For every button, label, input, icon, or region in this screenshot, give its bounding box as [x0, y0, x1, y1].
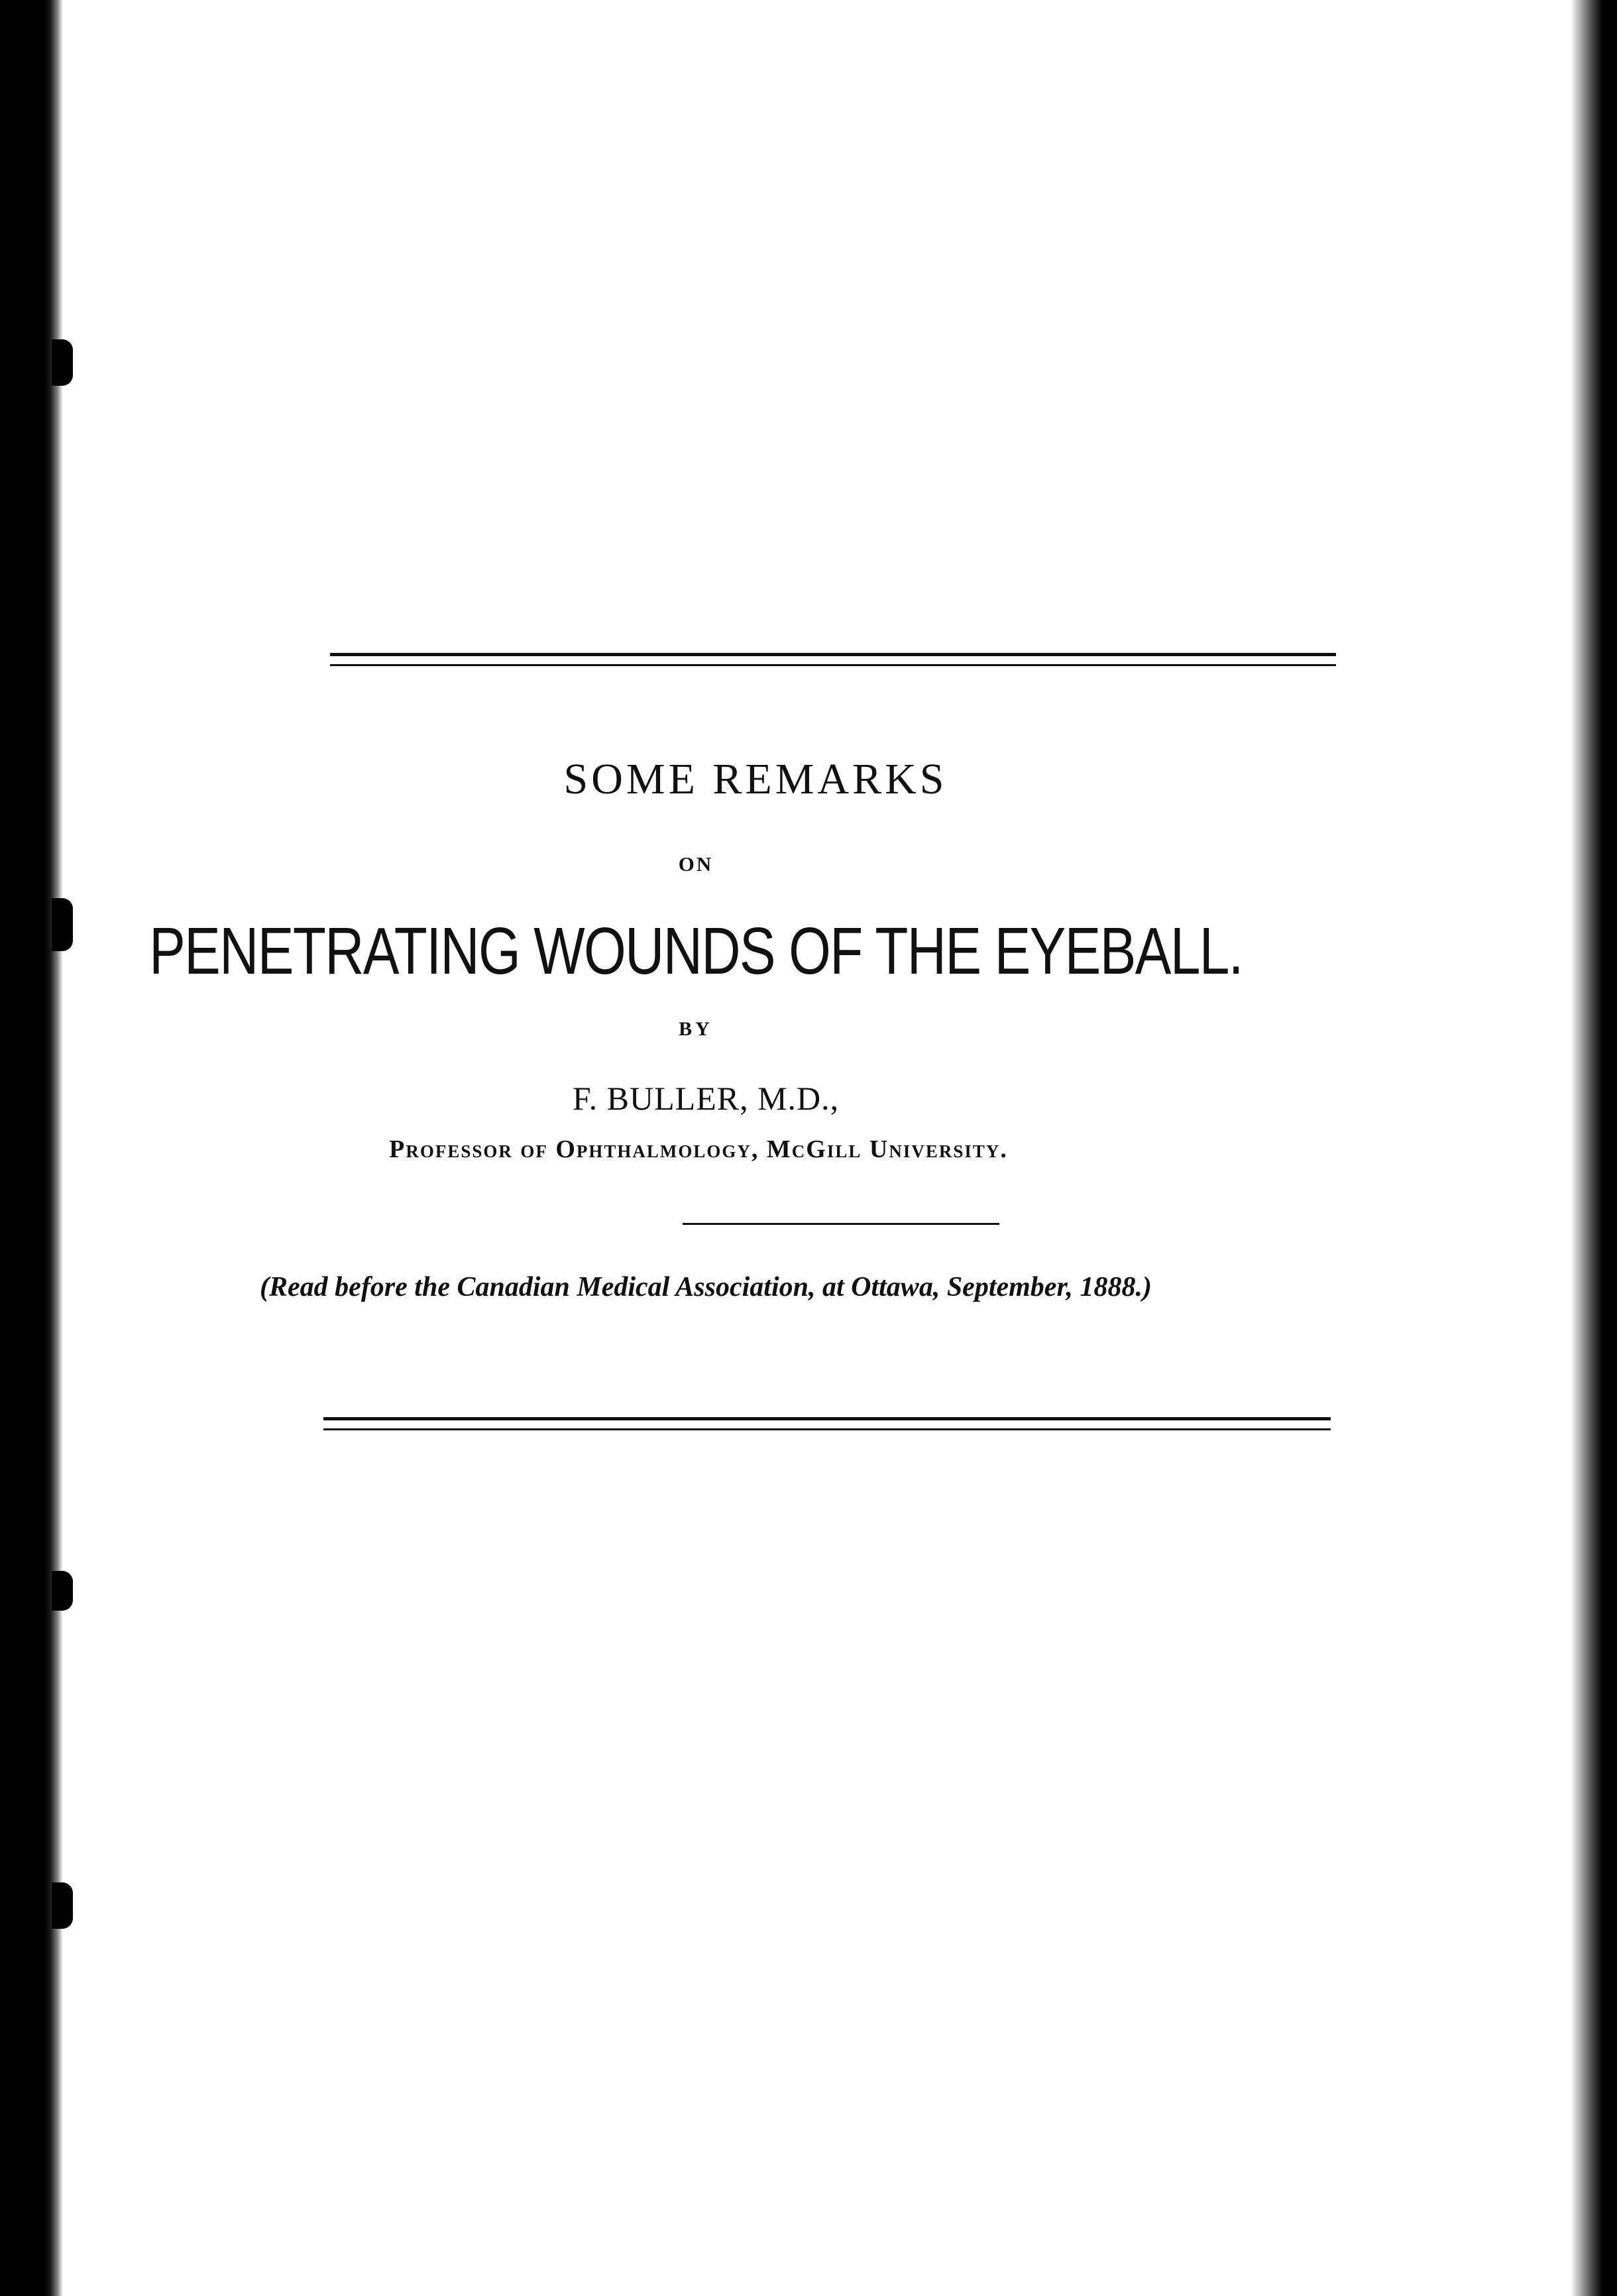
separator-rule: [683, 1223, 999, 1225]
bottom-double-rule-lower: [323, 1428, 1331, 1430]
author-name: F. BULLER, M.D.,: [572, 1080, 840, 1117]
main-title: PENETRATING WOUNDS OF THE EYEBALL.: [149, 914, 1243, 988]
connector-by: BY: [679, 1018, 713, 1040]
scan-border-right: [1571, 0, 1617, 2296]
scan-border-notch: [52, 1882, 73, 1929]
title-line-1: SOME REMARKS: [563, 755, 948, 803]
author-affiliation: Professor of Ophthalmology, McGill University.: [389, 1135, 1008, 1163]
scan-border-notch: [52, 1571, 73, 1611]
top-double-rule-upper: [330, 653, 1336, 656]
read-note: (Read before the Canadian Medical Association, at Ottawa, September, 1888.): [260, 1272, 1152, 1302]
bottom-double-rule-upper: [323, 1417, 1331, 1420]
connector-on: ON: [678, 852, 714, 876]
scan-border-notch: [52, 339, 73, 386]
top-double-rule-lower: [330, 664, 1336, 666]
